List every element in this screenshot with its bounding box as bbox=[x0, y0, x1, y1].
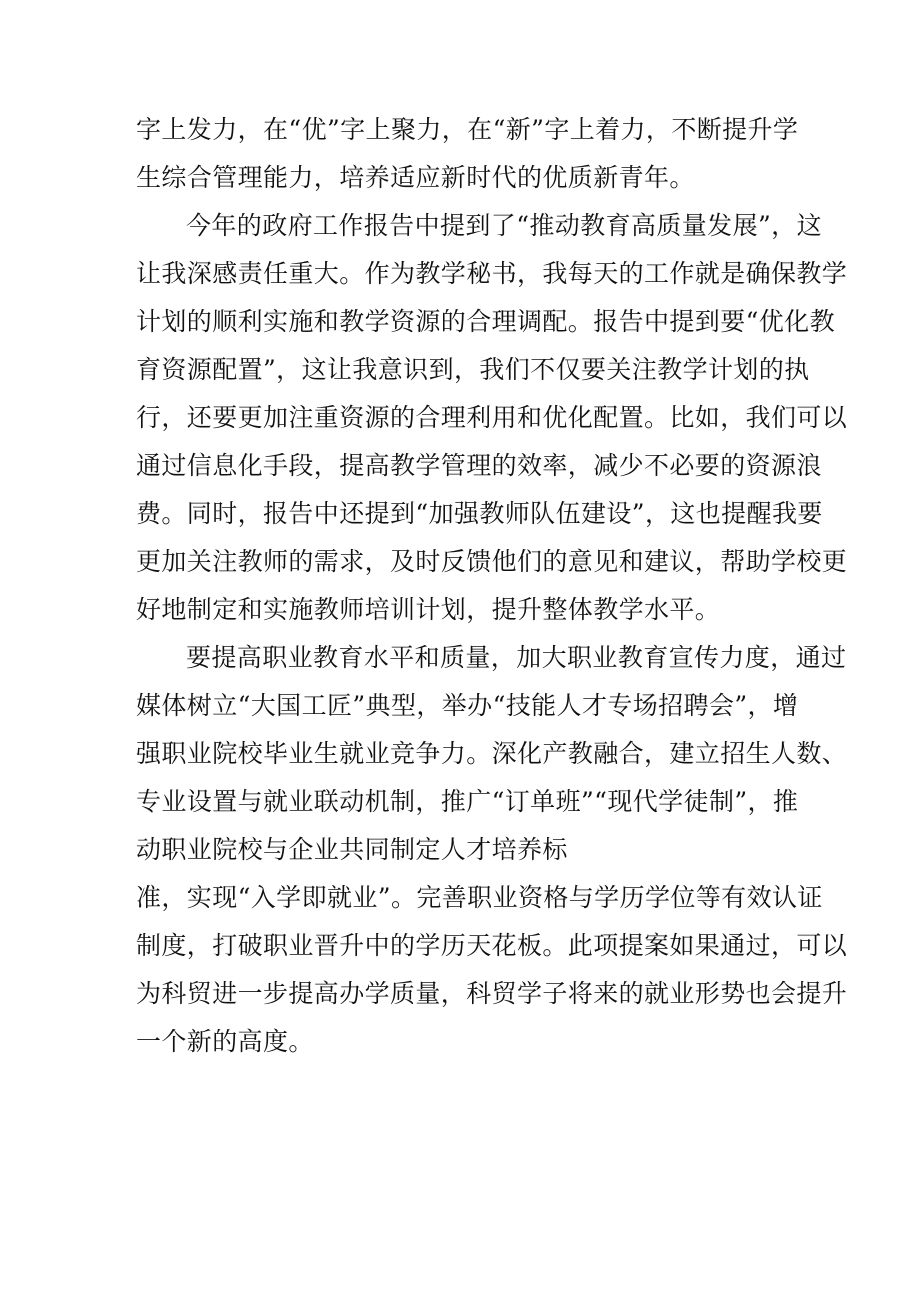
text-line: 制度，打破职业晋升中的学历天花板。此项提案如果通过，可以 bbox=[136, 931, 848, 960]
text-line: 生综合管理能力，培养适应新时代的优质新青年。 bbox=[136, 163, 695, 192]
text-line: 育资源配置”，这让我意识到，我们不仅要关注教学计划的执 bbox=[136, 355, 810, 384]
text-line: 为科贸进一步提高办学质量，科贸学子将来的就业形势也会提升 bbox=[136, 979, 848, 1008]
text-line: 要提高职业教育水平和质量，加大职业教育宣传力度，通过 bbox=[186, 643, 847, 672]
paragraph-1 bbox=[136, 106, 799, 202]
paragraph-3 bbox=[136, 634, 848, 874]
text-line: 专业设置与就业联动机制，推广“订单班”“现代学徒制”，推 bbox=[136, 787, 799, 816]
text-line: 动职业院校与企业共同制定人才培养标 bbox=[136, 835, 568, 864]
text-line: 强职业院校毕业生就业竞争力。深化产教融合，建立招生人数、 bbox=[136, 739, 848, 768]
text-line: 今年的政府工作报告中提到了“推动教育高质量发展”，这 bbox=[186, 211, 822, 240]
text-line: 让我深感责任重大。作为教学秘书，我每天的工作就是确保教学 bbox=[136, 259, 848, 288]
document-body bbox=[136, 106, 848, 1066]
text-line: 字上发力，在“优”字上聚力，在“新”字上着力，不断提升学 bbox=[136, 115, 799, 144]
text-line: 费。同时，报告中还提到“加强教师队伍建设”，这也提醒我要 bbox=[136, 499, 823, 528]
paragraph-4 bbox=[136, 874, 848, 1066]
text-line: 一个新的高度。 bbox=[136, 1027, 314, 1056]
paragraph-2 bbox=[136, 202, 848, 634]
text-line: 更加关注教师的需求，及时反馈他们的意见和建议，帮助学校更 bbox=[136, 547, 848, 576]
text-line: 媒体树立“大国工匠”典型，举办“技能人才专场招聘会”，增 bbox=[136, 691, 799, 720]
text-line: 通过信息化手段，提高教学管理的效率，减少不必要的资源浪 bbox=[136, 451, 822, 480]
text-line: 行，还要更加注重资源的合理利用和优化配置。比如，我们可以 bbox=[136, 403, 848, 432]
text-line: 计划的顺利实施和教学资源的合理调配。报告中提到要“优化教 bbox=[136, 307, 835, 336]
text-line: 好地制定和实施教师培训计划，提升整体教学水平。 bbox=[136, 595, 721, 624]
text-line: 准，实现“入学即就业”。完善职业资格与学历学位等有效认证 bbox=[136, 883, 823, 912]
